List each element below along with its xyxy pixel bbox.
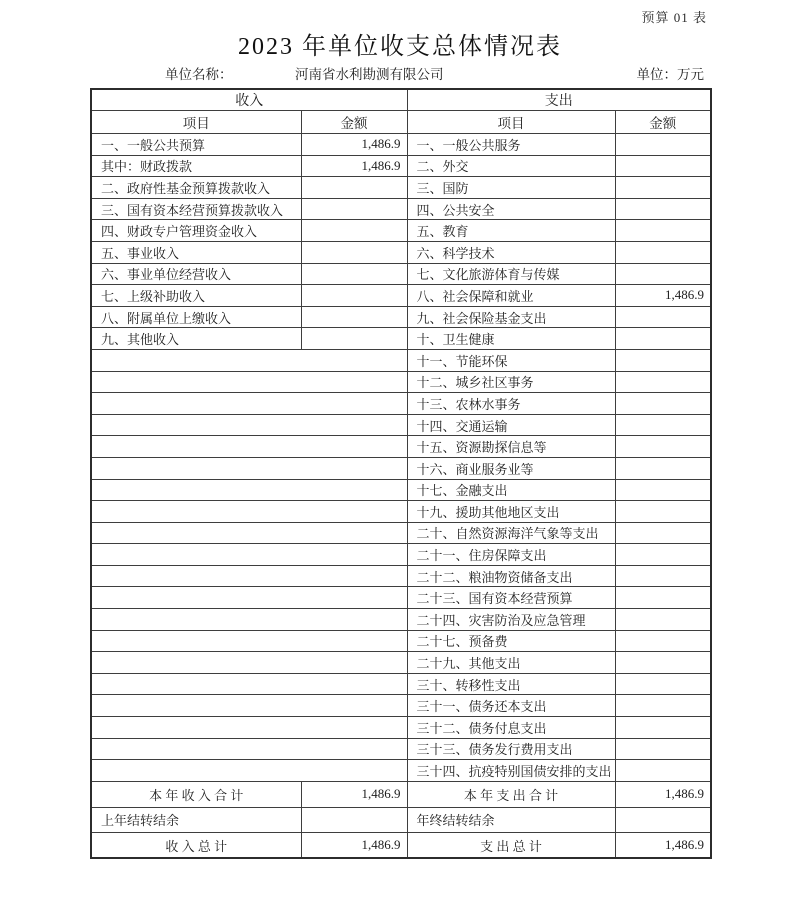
income-carryover-amount bbox=[301, 807, 407, 832]
income-blank-cell bbox=[91, 414, 407, 436]
table-row bbox=[91, 673, 711, 695]
income-item-amount bbox=[301, 177, 407, 199]
table-row bbox=[91, 393, 711, 415]
expense-item-label: 三十一、债务还本支出 bbox=[407, 695, 615, 717]
expense-item-amount bbox=[615, 177, 711, 199]
table-row bbox=[91, 717, 711, 739]
expense-item-label: 十、卫生健康 bbox=[407, 328, 615, 350]
meta-row bbox=[90, 63, 710, 83]
expense-item-amount bbox=[615, 522, 711, 544]
expense-item-amount bbox=[615, 306, 711, 328]
table-row bbox=[91, 414, 711, 436]
expense-item-label: 十九、援助其他地区支出 bbox=[407, 501, 615, 523]
expense-item-label: 十五、资源勘探信息等 bbox=[407, 436, 615, 458]
table-row bbox=[91, 371, 711, 393]
income-blank-cell bbox=[91, 652, 407, 674]
income-item-label: 五、事业收入 bbox=[91, 241, 301, 263]
table-row bbox=[91, 760, 711, 782]
expense-item-amount bbox=[615, 349, 711, 371]
income-item-label: 八、附属单位上缴收入 bbox=[91, 306, 301, 328]
table-row bbox=[91, 738, 711, 760]
expense-item-label: 二十二、粮油物资储备支出 bbox=[407, 565, 615, 587]
income-total-amount: 1,486.9 bbox=[301, 781, 407, 807]
expense-item-amount bbox=[615, 263, 711, 285]
income-amount-col-header: 金额 bbox=[301, 111, 407, 134]
expense-item-label: 三十三、债务发行费用支出 bbox=[407, 738, 615, 760]
expense-item-amount bbox=[615, 565, 711, 587]
expense-item-amount bbox=[615, 760, 711, 782]
income-item-amount bbox=[301, 306, 407, 328]
income-blank-cell bbox=[91, 436, 407, 458]
income-grand-total-label: 收 入 总 计 bbox=[91, 832, 301, 858]
column-header-row bbox=[91, 111, 711, 134]
expense-item-amount bbox=[615, 630, 711, 652]
table-row bbox=[91, 565, 711, 587]
expense-item-amount bbox=[615, 457, 711, 479]
expense-item-label: 三十、转移性支出 bbox=[407, 673, 615, 695]
unit-name-label: 单位名称： bbox=[165, 67, 233, 82]
income-item-amount: 1,486.9 bbox=[301, 155, 407, 177]
income-item-label: 二、政府性基金预算拨款收入 bbox=[91, 177, 301, 199]
expense-grand-total-amount: 1,486.9 bbox=[615, 832, 711, 858]
expense-item-label: 二十九、其他支出 bbox=[407, 652, 615, 674]
expense-item-amount bbox=[615, 241, 711, 263]
expense-item-label: 三十二、债务付息支出 bbox=[407, 717, 615, 739]
table-row bbox=[91, 306, 711, 328]
expense-item-amount bbox=[615, 501, 711, 523]
table-row bbox=[91, 457, 711, 479]
table-row bbox=[91, 630, 711, 652]
expense-amount-col-header: 金额 bbox=[615, 111, 711, 134]
income-item-amount bbox=[301, 263, 407, 285]
expense-item-label: 一、一般公共服务 bbox=[407, 134, 615, 156]
expense-item-label: 十一、节能环保 bbox=[407, 349, 615, 371]
expense-item-amount bbox=[615, 587, 711, 609]
income-carryover-label: 上年结转结余 bbox=[91, 807, 301, 832]
expense-item-label: 二十四、灾害防治及应急管理 bbox=[407, 609, 615, 631]
table-row bbox=[91, 522, 711, 544]
income-item-label: 七、上级补助收入 bbox=[91, 285, 301, 307]
carryover-row bbox=[91, 807, 711, 832]
table-row bbox=[91, 155, 711, 177]
table-row bbox=[91, 436, 711, 458]
expense-item-label: 二十三、国有资本经营预算 bbox=[407, 587, 615, 609]
expense-grand-total-label: 支 出 总 计 bbox=[407, 832, 615, 858]
table-row bbox=[91, 349, 711, 371]
income-blank-cell bbox=[91, 695, 407, 717]
table-row bbox=[91, 241, 711, 263]
income-blank-cell bbox=[91, 565, 407, 587]
table-row bbox=[91, 220, 711, 242]
income-blank-cell bbox=[91, 479, 407, 501]
table-row bbox=[91, 544, 711, 566]
expense-item-label: 二十、自然资源海洋气象等支出 bbox=[407, 522, 615, 544]
table-row bbox=[91, 479, 711, 501]
expense-item-amount bbox=[615, 673, 711, 695]
expense-item-amount bbox=[615, 371, 711, 393]
expense-total-amount: 1,486.9 bbox=[615, 781, 711, 807]
expense-item-label: 二十七、预备费 bbox=[407, 630, 615, 652]
grand-total-row bbox=[91, 832, 711, 858]
income-item-amount bbox=[301, 241, 407, 263]
expense-item-amount bbox=[615, 134, 711, 156]
expense-item-label: 六、科学技术 bbox=[407, 241, 615, 263]
expense-item-amount bbox=[615, 717, 711, 739]
page-title: 2023 年单位收支总体情况表 bbox=[238, 34, 562, 60]
income-item-amount bbox=[301, 198, 407, 220]
table-row bbox=[91, 198, 711, 220]
income-item-label: 三、国有资本经营预算拨款收入 bbox=[91, 198, 301, 220]
annual-total-row bbox=[91, 781, 711, 807]
expense-item-label: 七、文化旅游体育与传媒 bbox=[407, 263, 615, 285]
income-section-header: 收入 bbox=[91, 89, 407, 111]
table-row bbox=[91, 134, 711, 156]
expense-item-amount bbox=[615, 220, 711, 242]
expense-section-header: 支出 bbox=[407, 89, 711, 111]
expense-item-amount bbox=[615, 738, 711, 760]
expense-item-amount bbox=[615, 436, 711, 458]
expense-item-amount bbox=[615, 198, 711, 220]
income-item-col-header: 项目 bbox=[91, 111, 301, 134]
income-blank-cell bbox=[91, 544, 407, 566]
expense-item-label: 三、国防 bbox=[407, 177, 615, 199]
table-row bbox=[91, 177, 711, 199]
expense-item-amount bbox=[615, 479, 711, 501]
income-blank-cell bbox=[91, 349, 407, 371]
income-blank-cell bbox=[91, 457, 407, 479]
table-row bbox=[91, 695, 711, 717]
expense-item-label: 八、社会保障和就业 bbox=[407, 285, 615, 307]
table-row bbox=[91, 285, 711, 307]
unit-name-value: 河南省水利勘测有限公司 bbox=[295, 67, 444, 82]
income-item-label: 四、财政专户管理资金收入 bbox=[91, 220, 301, 242]
income-item-amount bbox=[301, 328, 407, 350]
expense-item-label: 三十四、抗疫特别国债安排的支出 bbox=[407, 760, 615, 782]
section-header-row bbox=[91, 89, 711, 111]
income-item-amount: 1,486.9 bbox=[301, 134, 407, 156]
table-row bbox=[91, 609, 711, 631]
expense-item-label: 十六、商业服务业等 bbox=[407, 457, 615, 479]
expense-item-label: 十七、金融支出 bbox=[407, 479, 615, 501]
expense-item-amount bbox=[615, 609, 711, 631]
expense-item-label: 二、外交 bbox=[407, 155, 615, 177]
expense-item-col-header: 项目 bbox=[407, 111, 615, 134]
expense-item-label: 九、社会保险基金支出 bbox=[407, 306, 615, 328]
expense-total-label: 本 年 支 出 合 计 bbox=[407, 781, 615, 807]
income-item-label: 一、一般公共预算 bbox=[91, 134, 301, 156]
expense-item-label: 二十一、住房保障支出 bbox=[407, 544, 615, 566]
table-row bbox=[91, 587, 711, 609]
expense-item-amount bbox=[615, 695, 711, 717]
income-blank-cell bbox=[91, 609, 407, 631]
income-total-label: 本 年 收 入 合 计 bbox=[91, 781, 301, 807]
expense-item-label: 十三、农林水事务 bbox=[407, 393, 615, 415]
expense-item-amount bbox=[615, 393, 711, 415]
expense-item-amount bbox=[615, 414, 711, 436]
expense-item-label: 十四、交通运输 bbox=[407, 414, 615, 436]
expense-item-amount bbox=[615, 155, 711, 177]
expense-item-amount bbox=[615, 652, 711, 674]
income-item-amount bbox=[301, 285, 407, 307]
income-blank-cell bbox=[91, 717, 407, 739]
income-blank-cell bbox=[91, 393, 407, 415]
expense-carryover-amount bbox=[615, 807, 711, 832]
income-blank-cell bbox=[91, 673, 407, 695]
income-blank-cell bbox=[91, 522, 407, 544]
income-grand-total-amount: 1,486.9 bbox=[301, 832, 407, 858]
income-item-label: 六、事业单位经营收入 bbox=[91, 263, 301, 285]
form-number-note: 预算 01 表 bbox=[641, 10, 707, 25]
income-item-amount bbox=[301, 220, 407, 242]
income-item-label: 其中：财政拨款 bbox=[91, 155, 301, 177]
income-blank-cell bbox=[91, 760, 407, 782]
expense-item-amount bbox=[615, 544, 711, 566]
expense-carryover-label: 年终结转结余 bbox=[407, 807, 615, 832]
table-row bbox=[91, 263, 711, 285]
income-blank-cell bbox=[91, 630, 407, 652]
income-blank-cell bbox=[91, 738, 407, 760]
expense-item-label: 十二、城乡社区事务 bbox=[407, 371, 615, 393]
income-blank-cell bbox=[91, 371, 407, 393]
currency-unit-label: 单位：万元 bbox=[636, 67, 704, 82]
expense-item-amount bbox=[615, 328, 711, 350]
table-row bbox=[91, 328, 711, 350]
income-blank-cell bbox=[91, 501, 407, 523]
expense-item-amount: 1,486.9 bbox=[615, 285, 711, 307]
table-row bbox=[91, 501, 711, 523]
table-row bbox=[91, 652, 711, 674]
budget-table bbox=[90, 88, 712, 859]
expense-item-label: 四、公共安全 bbox=[407, 198, 615, 220]
expense-item-label: 五、教育 bbox=[407, 220, 615, 242]
income-blank-cell bbox=[91, 587, 407, 609]
income-item-label: 九、其他收入 bbox=[91, 328, 301, 350]
